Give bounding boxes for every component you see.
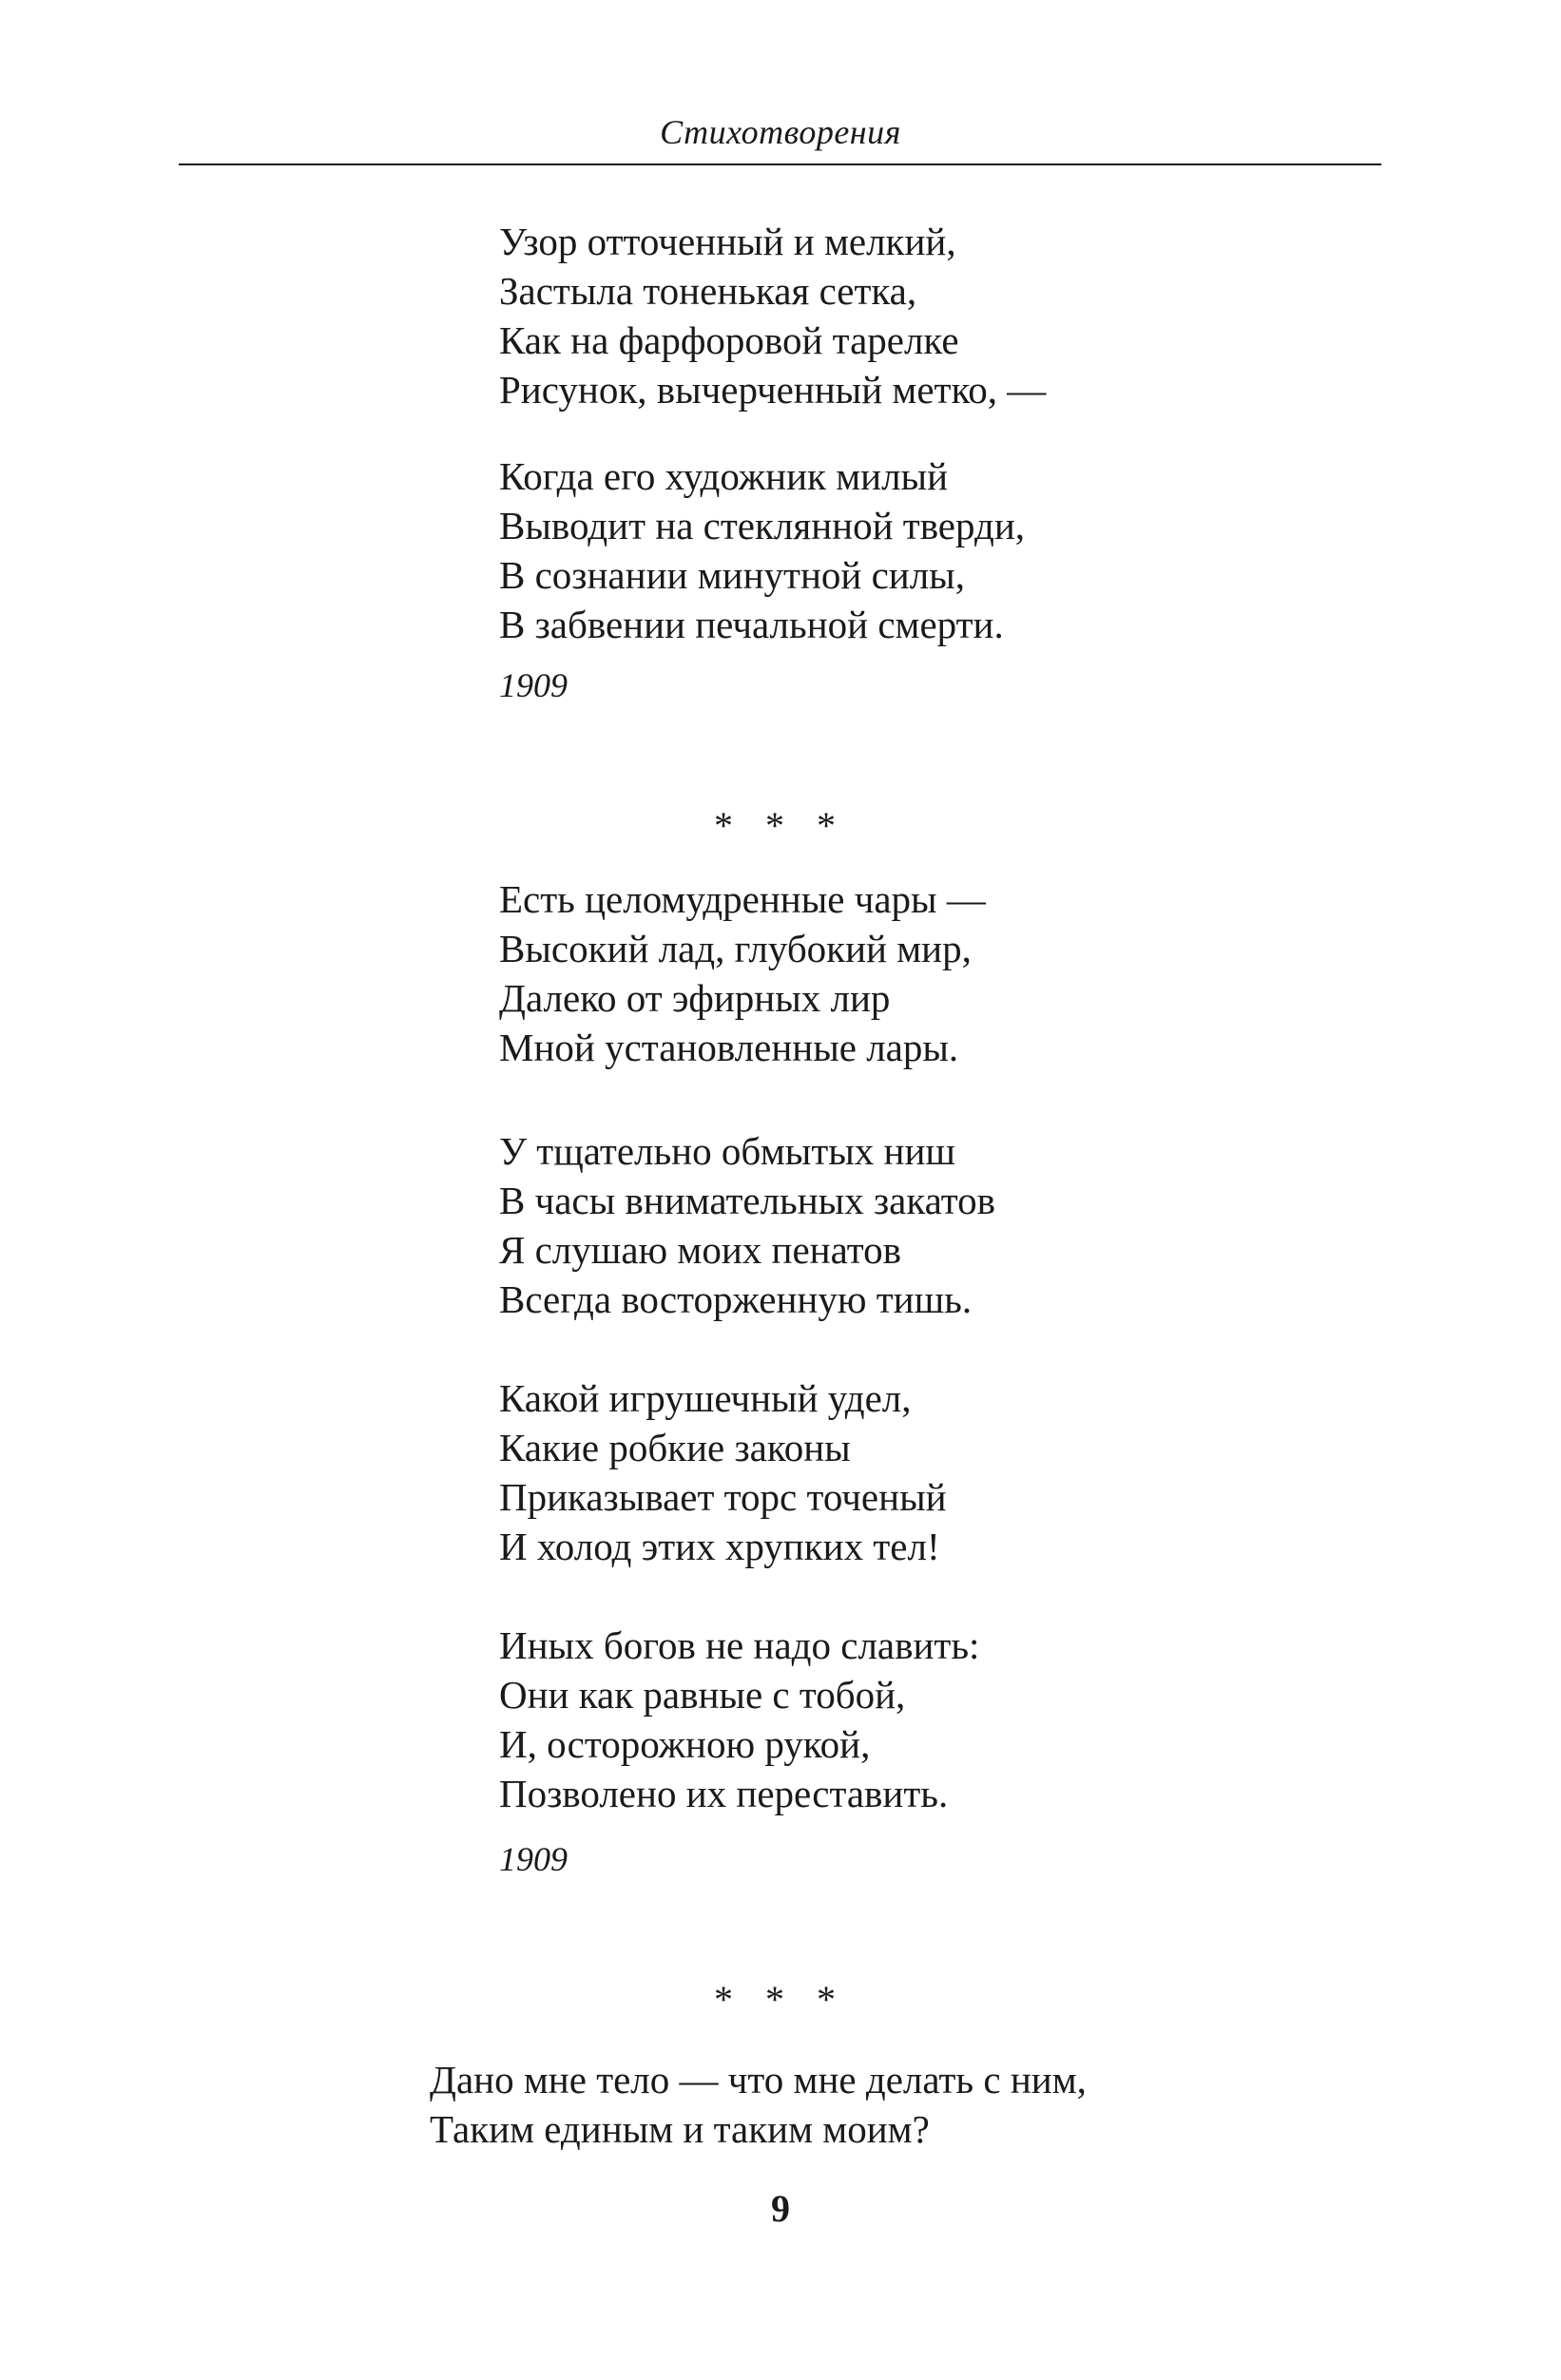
verse-line: У тщательно обмытых ниш: [499, 1129, 955, 1173]
running-title: Стихотворения: [660, 113, 901, 151]
verse-line: В часы внимательных закатов: [499, 1179, 996, 1222]
section-separator: * * *: [714, 804, 847, 847]
verse-line: И холод этих хрупких тел!: [499, 1525, 940, 1568]
verse-line: Выводит на стеклянной тверди,: [499, 504, 1026, 547]
verse-line: Всегда восторженную тишь.: [499, 1277, 973, 1321]
verse-line: Мной установленные лары.: [499, 1026, 959, 1069]
verse-line: В сознании минутной силы,: [499, 553, 965, 597]
verse-line: Они как равные с тобой,: [499, 1673, 906, 1717]
verse-line: И, осторожною рукой,: [499, 1722, 871, 1766]
poem-2-stanza-4: [499, 1621, 979, 1818]
verse-line: Какие робкие законы: [499, 1426, 851, 1469]
poem-1-date: 1909: [499, 666, 568, 704]
verse-line: В забвении печальной смерти.: [499, 603, 1004, 646]
header-rule: [179, 163, 1381, 165]
poem-2-date: 1909: [499, 1840, 568, 1878]
verse-line: Есть целомудренные чары —: [499, 877, 986, 921]
verse-line: Далеко от эфирных лир: [499, 976, 891, 1020]
section-separator: * * *: [714, 1978, 847, 2021]
verse-line: Рисунок, вычерченный метко, —: [499, 368, 1047, 412]
verse-line: Позволено их переставить.: [499, 1772, 949, 1815]
verse-line: Застыла тоненькая сетка,: [499, 269, 917, 313]
poem-2-stanza-3: [499, 1373, 947, 1571]
verse-line: Дано мне тело — что мне делать с ним,: [430, 2058, 1087, 2102]
verse-line: Таким единым и таким моим?: [430, 2107, 930, 2151]
poem-2-stanza-2: [499, 1126, 995, 1324]
verse-line: Высокий лад, глубокий мир,: [499, 927, 972, 970]
poem-1-stanza-2: [499, 451, 1025, 649]
verse-line: Иных богов не надо славить:: [499, 1623, 980, 1667]
verse-line: Я слушаю моих пенатов: [499, 1228, 901, 1272]
verse-line: Какой игрушечный удел,: [499, 1376, 912, 1420]
poem-1-stanza-1: [499, 217, 1046, 414]
page-number: 9: [771, 2187, 790, 2230]
poem-2-stanza-1: [499, 874, 986, 1072]
verse-line: Когда его художник милый: [499, 454, 949, 498]
verse-line: Приказывает торс точеный: [499, 1475, 947, 1519]
poem-3-stanza-1: [430, 2055, 1087, 2154]
verse-line: Узор отточенный и мелкий,: [499, 220, 956, 263]
verse-line: Как на фарфоровой тарелке: [499, 318, 959, 362]
